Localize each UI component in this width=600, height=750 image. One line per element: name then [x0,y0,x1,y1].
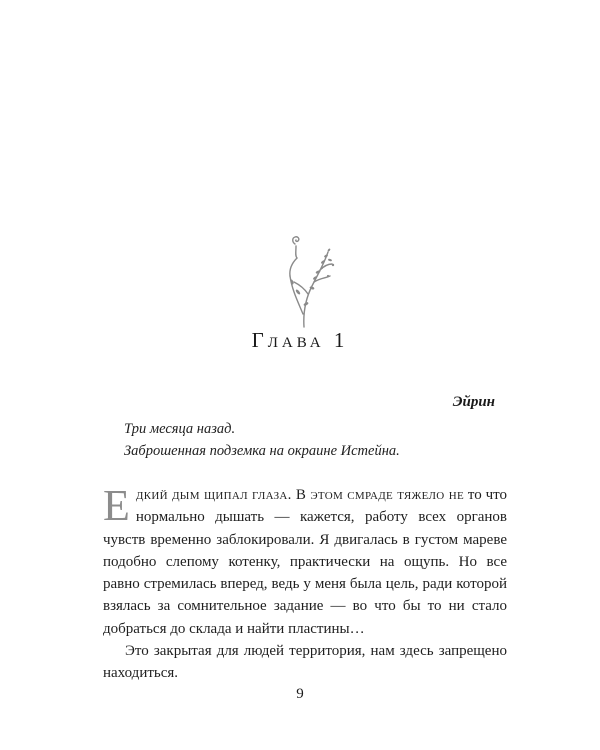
paragraph-2: Это закрытая для людей территория, нам здесь запрещено находиться. [103,643,507,682]
epigraph [124,418,504,462]
pov-character-name: Эйрин [452,394,495,410]
lead-in-smallcaps: дкий дым щипал глаза. В этом смраде тяжело не [135,487,464,503]
paragraph-1 [103,481,508,640]
epigraph-time: Три месяца назад. [124,421,236,437]
paragraph-1-text: то что нормально дышать — кажется, работу всех органов чувств временно заблокировали. Я двигалась в густом мареве подобно слепому котенку, практически на ощупь. Но все равно стремилась вперед, ведь у меня была цель, ради которой взялась за сомнительное задание — во что бы то ни стало добраться до склада и найти пластины… [103,487,508,637]
botanical-sprig-icon [268,232,340,328]
chapter-title: Глава 1 [251,328,349,352]
page-number: 9 [296,686,304,702]
chapter-body [103,481,508,685]
epigraph-place: Заброшенная подземка на окраине Истейна. [124,443,400,459]
drop-cap: Е [103,481,130,530]
